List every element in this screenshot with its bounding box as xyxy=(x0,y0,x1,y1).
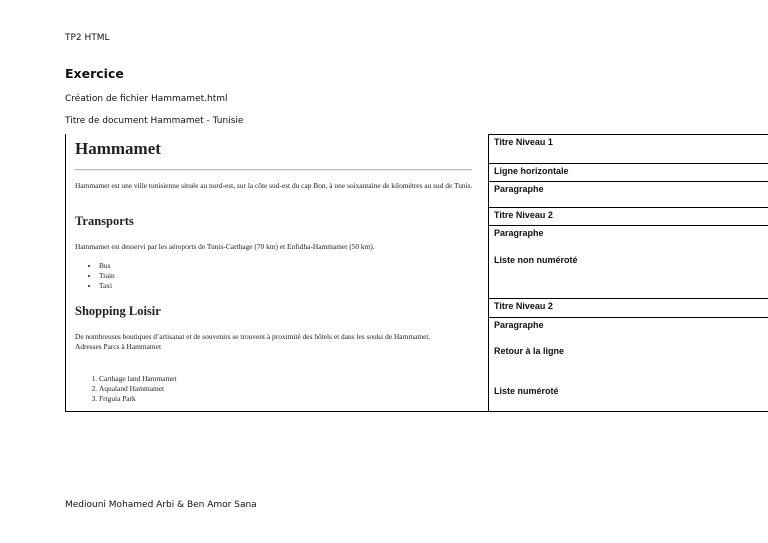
list-item: • Train xyxy=(99,271,115,281)
element-labels-column xyxy=(489,134,768,412)
label-paragraphe-1: Paragraphe xyxy=(489,181,768,207)
document-title-instruction: Titre de document Hammamet - Tunisie xyxy=(65,116,244,126)
label-paragraphe-liste: Paragraphe Liste non numéroté xyxy=(489,225,768,298)
list-item: • Bus xyxy=(99,261,115,271)
label-titre-niveau-2-b: Titre Niveau 2 xyxy=(489,298,768,317)
sample-paragraph-3 xyxy=(75,332,485,351)
label-titre-niveau-2-a: Titre Niveau 2 xyxy=(489,207,768,225)
footer-authors: Mediouni Mohamed Arbi & Ben Amor Sana xyxy=(65,500,257,510)
sample-ordered-list xyxy=(88,374,177,404)
sample-horizontal-rule xyxy=(74,169,472,171)
paragraph-3-text: De nombreuses boutiques d’artisanat et de souvenirs se trouvent à proximité des hôtels et dans les souks de Hammamet. xyxy=(75,332,431,341)
sample-paragraph-1: Hammamet est une ville tunisienne située au nord-est, sur la côte sud-est du cap Bon, à une soixantaine de kilomètres au sud de Tunis. xyxy=(75,181,473,190)
course-label: TP2 HTML xyxy=(65,33,110,43)
sample-unordered-list xyxy=(88,261,115,291)
sample-h1: Hammamet xyxy=(75,139,161,158)
sample-h2-transports: Transports xyxy=(75,214,134,228)
list-item: 2. Aqualand Hammamet xyxy=(99,384,177,394)
sample-h2-shopping: Shopping Loisir xyxy=(75,304,161,318)
parcs-heading: Adresses Parcs à Hammamet xyxy=(75,341,161,351)
creation-instruction: Création de fichier Hammamet.html xyxy=(65,94,228,104)
sample-paragraph-2: Hammamet est desservi par les aéroports de Tunis-Carthage (70 km) et Enfidha-Hammamet (50 km). xyxy=(75,242,375,251)
label-ligne-horizontale: Ligne horizontale xyxy=(489,163,768,181)
label-paragraphe-retour-liste: Paragraphe Retour à la ligne Liste numéroté xyxy=(489,317,768,412)
rendered-page-sample xyxy=(65,134,489,412)
list-item: 3. Friguia Park xyxy=(99,394,177,404)
exercise-heading: Exercice xyxy=(65,66,124,81)
list-item: 1. Carthage land Hammamet xyxy=(99,374,177,384)
list-item: • Taxi xyxy=(99,281,115,291)
label-titre-niveau-1: Titre Niveau 1 xyxy=(489,134,768,163)
